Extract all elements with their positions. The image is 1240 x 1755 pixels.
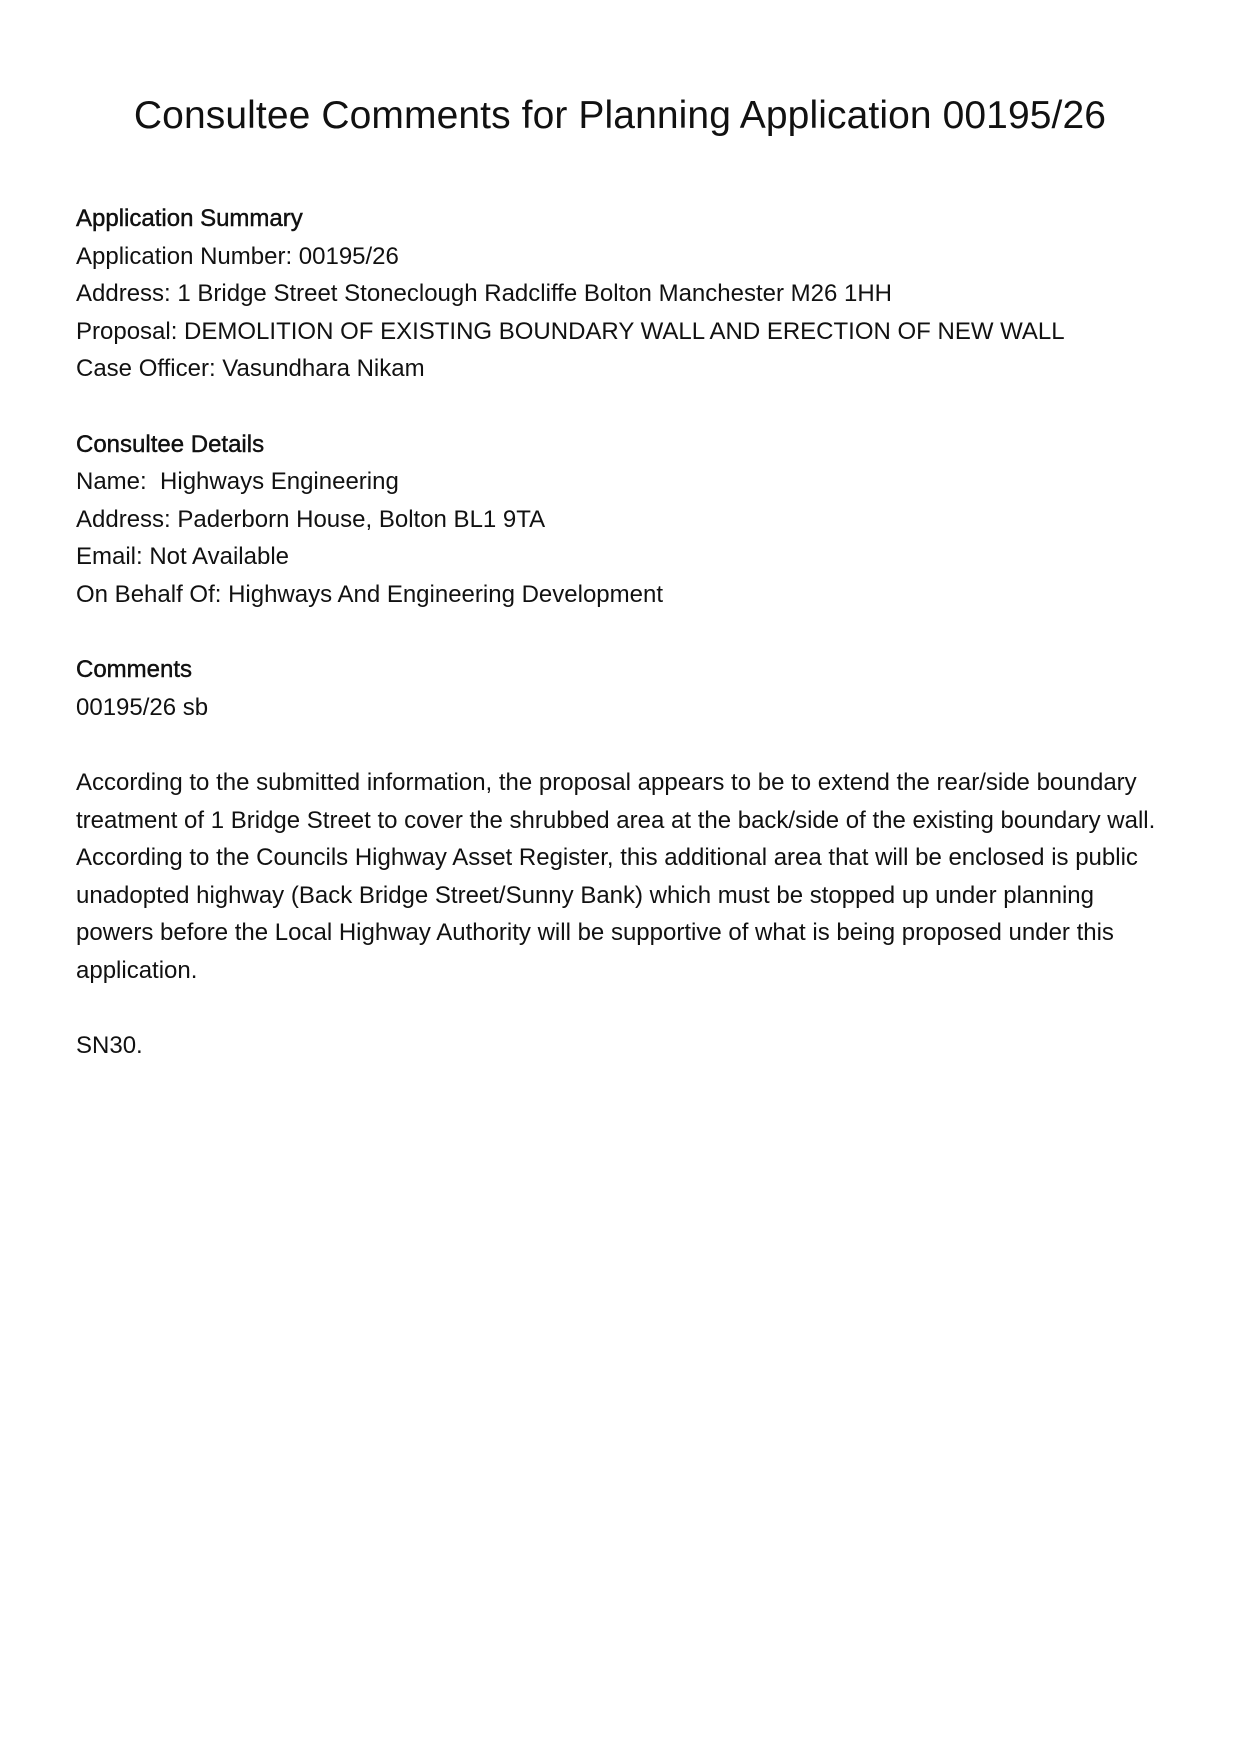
comments-body: According to the submitted information, the proposal appears to be to extend the rear/side boundary treatment of 1 Bridge Street to cover the shrubbed area at the back/side of the existing boundary wall. According to the Councils Highway Asset Register, this additional area that will be enclosed is public unadopted highway (Back Bridge Street/Sunny Bank) which must be stopped up under planning powers before the Local Highway Authority will be supportive of what is being proposed under this application. — [76, 768, 1156, 984]
page-title: Consultee Comments for Planning Application 00195/26 — [133, 94, 1107, 137]
consultee-email: Email: Not Available — [76, 543, 289, 571]
comments-signoff: SN30. — [76, 1032, 143, 1060]
comments-section — [76, 651, 1176, 1065]
application-number: Application Number: 00195/26 — [76, 242, 399, 270]
consultee-address: Address: Paderborn House, Bolton BL1 9TA — [76, 505, 546, 533]
document-body — [76, 200, 1176, 1102]
application-proposal: Proposal: DEMOLITION OF EXISTING BOUNDARY WALL AND ERECTION OF NEW WALL — [76, 317, 1065, 345]
application-address: Address: 1 Bridge Street Stoneclough Radcliffe Bolton Manchester M26 1HH — [76, 280, 892, 308]
case-officer: Case Officer: Vasundhara Nikam — [76, 355, 425, 383]
consultee-name: Name: Highways Engineering — [76, 468, 399, 496]
consultee-on-behalf-of: On Behalf Of: Highways And Engineering Development — [76, 580, 664, 608]
application-summary-heading: Application Summary — [76, 205, 303, 232]
consultee-details-section — [76, 426, 1176, 614]
application-summary-section — [76, 200, 1176, 388]
comments-reference: 00195/26 sb — [76, 693, 209, 721]
consultee-details-heading: Consultee Details — [76, 430, 265, 458]
comments-heading: Comments — [76, 656, 193, 684]
